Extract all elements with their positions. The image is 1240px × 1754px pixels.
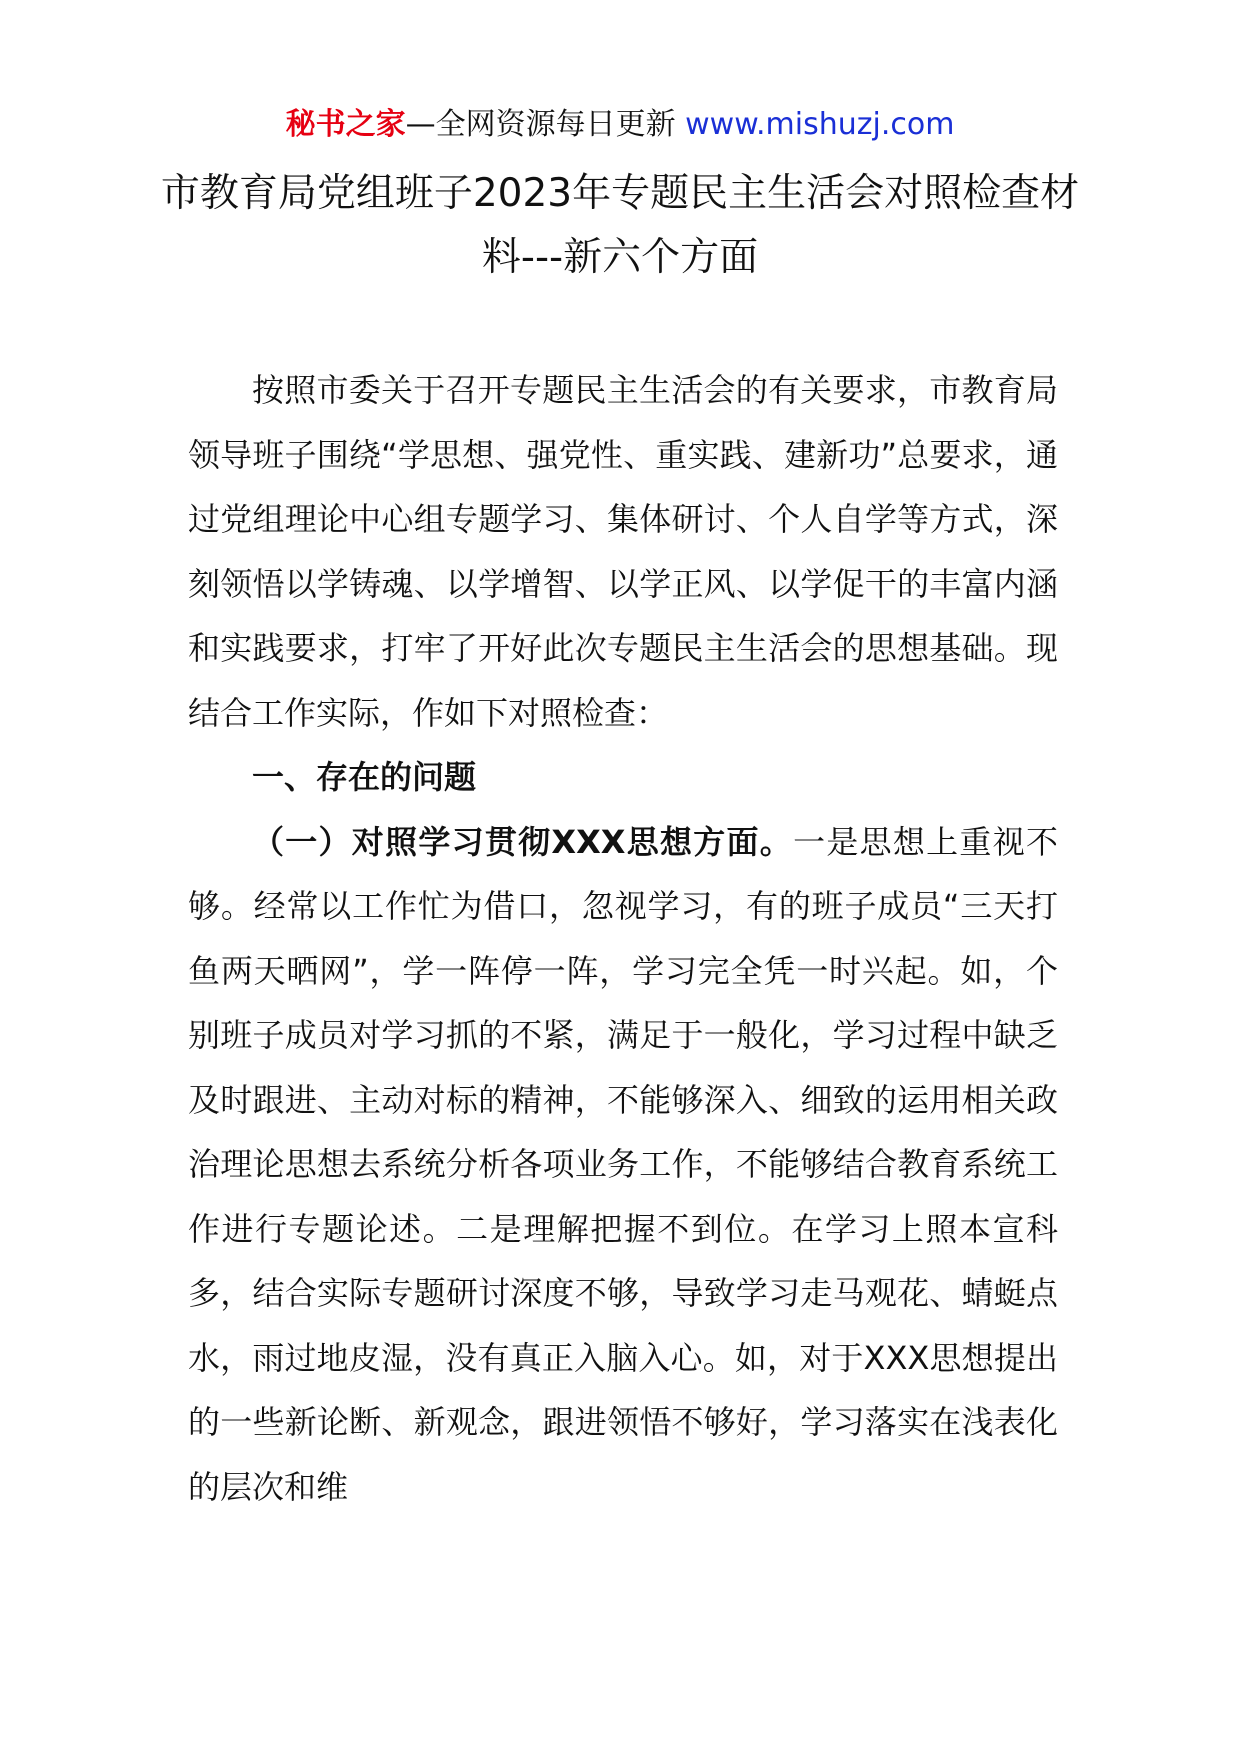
subsection-heading: （一）对照学习贯彻XXX思想方面。 — [252, 822, 794, 861]
page-header — [0, 100, 1240, 150]
intro-paragraph: 按照市委关于召开专题民主生活会的有关要求，市教育局领导班子围绕“学思想、强党性、重实践、建新功”总要求，通过党组理论中心组专题学习、集体研讨、个人自学等方式，深刻领悟以学铸魂、以学增智、以学正风、以学促干的丰富内涵和实践要求，打牢了开好此次专题民主生活会的思想基础。现结合工作实际，作如下对照检查： — [188, 371, 1058, 732]
document-title: 市教育局党组班子2023年专题民主生活会对照检查材料---新六个方面 — [160, 171, 1080, 280]
subsection-body: 一是思想上重视不够。经常以工作忙为借口，忽视学习，有的班子成员“三天打鱼两天晒网”，学一阵停一阵，学习完全凭一时兴起。如，个别班子成员对学习抓的不紧，满足于一般化，学习过程中缺乏及时跟进、主动对标的精神，不能够深入、细致的运用相关政治理论思想去系统分析各项业务工作，不能够结合教育系统工作进行专题论述。二是理解把握不到位。在学习上照本宣科多，结合实际专题研讨深度不够，导致学习走马观花、蜻蜓点水，雨过地皮湿，没有真正入脑入心。如，对于XXX思想提出的一些新论断、新观念，跟进领悟不够好，学习落实在浅表化的层次和维 — [188, 822, 1058, 1506]
subsection-paragraph — [188, 810, 1058, 1520]
document-body — [188, 358, 1058, 1519]
header-tagline: —全网资源每日更新 — [405, 107, 676, 142]
section-heading: 一、存在的问题 — [252, 758, 477, 796]
site-url[interactable]: www.mishuzj.com — [685, 107, 955, 142]
brand-name: 秘书之家 — [285, 107, 406, 142]
